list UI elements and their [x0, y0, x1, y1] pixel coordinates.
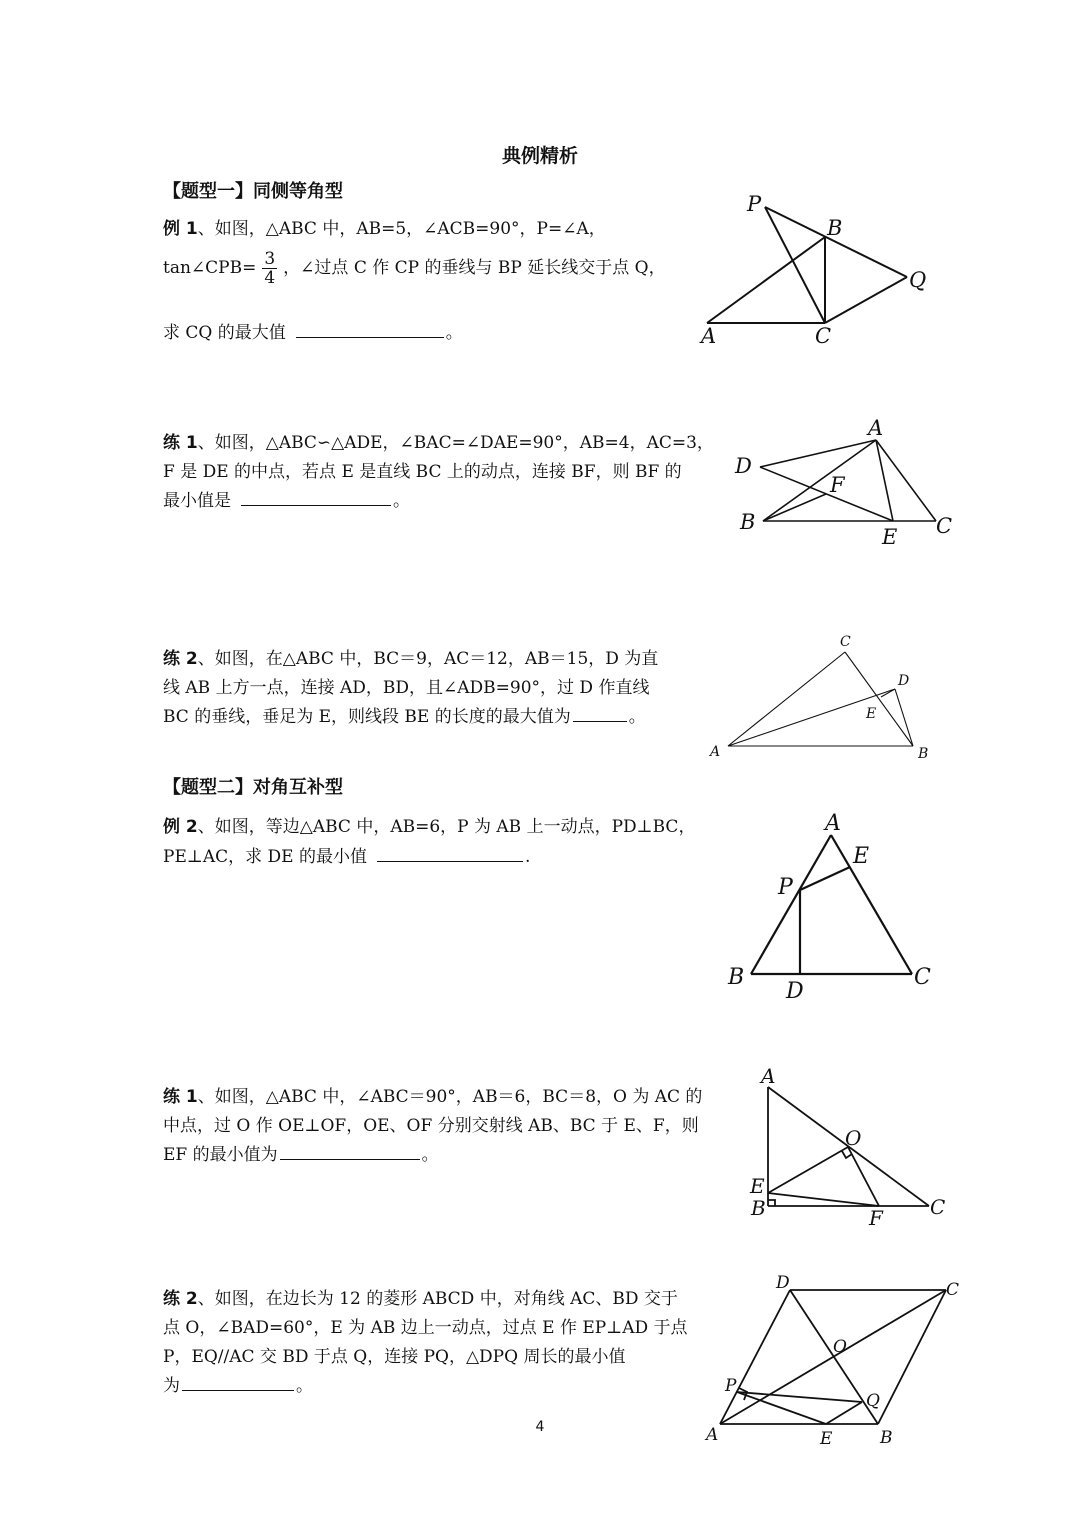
label-B: B	[880, 1428, 893, 1448]
label-B: B	[827, 216, 843, 240]
label-B: B	[751, 1196, 766, 1220]
label-C: C	[914, 965, 931, 990]
label-D: D	[898, 673, 910, 689]
example1-text2a: tan∠CPB=	[163, 258, 257, 278]
label-B: B	[740, 510, 756, 534]
practice1-line3	[163, 486, 410, 511]
answer-blank[interactable]	[182, 1374, 294, 1391]
label-C: C	[930, 1195, 946, 1219]
page-title: 典例精析	[501, 145, 578, 167]
example2-text1: 、如图，等边△ABC 中，AB=6，P 为 AB 上一动点，PD⊥BC，	[197, 817, 696, 837]
example2-label: 例 2	[163, 817, 198, 837]
label-A: A	[868, 416, 884, 440]
label-E: E	[866, 706, 877, 722]
label-O: O	[833, 1337, 847, 1357]
label-P: P	[778, 875, 793, 900]
label-Q: Q	[909, 268, 927, 292]
fraction-numerator: 3	[264, 249, 276, 269]
page-number: 4	[535, 1419, 545, 1435]
practice3-line3	[163, 1140, 439, 1165]
practice3-line2: 中点，过 O 作 OE⊥OF，OE、OF 分别交射线 AB、BC 于 E、F，则	[163, 1116, 699, 1136]
practice4-end: 。	[296, 1376, 313, 1396]
practice1-figure	[730, 415, 970, 555]
example2-line1	[163, 812, 695, 837]
practice3-line1	[163, 1082, 702, 1107]
label-E: E	[853, 844, 870, 869]
label-D: D	[786, 979, 804, 1004]
practice3-text3: EF 的最小值为	[163, 1145, 278, 1165]
practice3-figure	[745, 1065, 955, 1230]
practice1-text3: 最小值是	[163, 491, 231, 511]
practice4-text4: 为	[163, 1376, 180, 1396]
label-C: C	[946, 1280, 960, 1300]
answer-blank[interactable]	[241, 489, 391, 506]
label-C: C	[840, 634, 851, 650]
practice1-end: 。	[393, 491, 410, 511]
label-A: A	[710, 744, 721, 760]
answer-blank[interactable]	[280, 1143, 420, 1160]
label-E: E	[750, 1174, 765, 1198]
label-O: O	[845, 1126, 862, 1150]
label-A: A	[761, 1064, 776, 1088]
example1-line3	[163, 318, 463, 343]
practice1-label: 练 1	[163, 433, 198, 453]
section-heading-type2: 【题型二】对角互补型	[163, 777, 343, 798]
practice1-line1	[163, 428, 714, 453]
practice2-label: 练 2	[163, 649, 198, 669]
label-A: A	[701, 324, 717, 348]
fraction-3-4	[262, 250, 277, 287]
practice2-text3: BC 的垂线，垂足为 E，则线段 BE 的长度的最大值为	[163, 707, 571, 727]
practice4-line2: 点 O，∠BAD=60°，E 为 AB 边上一动点，过点 E 作 EP⊥AD 于点	[163, 1318, 688, 1338]
label-D: D	[776, 1273, 790, 1293]
answer-blank[interactable]	[377, 845, 523, 862]
example1-figure	[695, 185, 945, 355]
example1-text3: 求 CQ 的最大值	[163, 323, 286, 343]
example1-text1: 、如图，△ABC 中，AB=5，∠ACB=90°，P=∠A，	[197, 219, 606, 239]
label-D: D	[735, 454, 752, 478]
label-P: P	[747, 192, 762, 216]
label-P: P	[725, 1376, 737, 1396]
section-heading-type1: 【题型一】同侧等角型	[163, 181, 343, 202]
answer-blank[interactable]	[296, 321, 444, 338]
label-C: C	[815, 324, 832, 348]
practice2-end: 。	[628, 707, 646, 727]
practice2-line1	[163, 644, 658, 669]
answer-blank[interactable]	[573, 705, 627, 722]
example1-line1	[163, 214, 606, 239]
practice1-text1: 、如图，△ABC∽△ADE，∠BAC=∠DAE=90°，AB=4，AC=3，	[197, 433, 714, 453]
label-E: E	[820, 1429, 833, 1449]
label-B: B	[728, 965, 745, 990]
practice4-text1: 、如图，在边长为 12 的菱形 ABCD 中，对角线 AC、BD 交于	[197, 1289, 678, 1309]
practice4-line1	[163, 1284, 678, 1309]
example2-end: .	[524, 847, 531, 867]
practice3-end: 。	[421, 1145, 439, 1165]
label-C: C	[936, 514, 953, 538]
example2-line2	[163, 842, 530, 867]
label-F: F	[869, 1206, 883, 1230]
practice3-text1: 、如图，△ABC 中，∠ABC＝90°，AB＝6，BC＝8，O 为 AC 的	[197, 1087, 703, 1107]
fraction-denominator: 4	[264, 268, 276, 288]
practice2-line3	[163, 702, 646, 727]
example2-figure	[725, 810, 955, 1005]
practice2-text1: 、如图，在△ABC 中，BC＝9，AC＝12，AB＝15，D 为直	[197, 649, 659, 669]
practice4-line3: P，EQ//AC 交 BD 于点 Q，连接 PQ，△DPQ 周长的最小值	[163, 1347, 626, 1367]
example2-text2: PE⊥AC，求 DE 的最小值	[163, 847, 367, 867]
practice4-label: 练 2	[163, 1289, 198, 1309]
practice4-line4	[163, 1371, 313, 1396]
example1-label: 例 1	[163, 219, 198, 239]
example1-text2b: ，∠过点 C 作 CP 的垂线与 BP 延长线交于点 Q，	[283, 258, 666, 278]
example1-end: 。	[445, 323, 463, 343]
practice2-line2: 线 AB 上方一点，连接 AD，BD，且∠ADB=90°，过 D 作直线	[163, 678, 650, 698]
label-Q: Q	[866, 1391, 880, 1411]
label-A: A	[706, 1425, 719, 1445]
practice1-line2: F 是 DE 的中点，若点 E 是直线 BC 上的动点，连接 BF，则 BF 的	[163, 462, 682, 482]
practice2-figure	[700, 630, 940, 765]
example1-line2	[163, 250, 666, 287]
label-B: B	[918, 746, 929, 762]
label-A: A	[825, 811, 841, 836]
practice3-label: 练 1	[163, 1087, 198, 1107]
label-F: F	[830, 473, 845, 497]
label-E: E	[882, 525, 898, 549]
